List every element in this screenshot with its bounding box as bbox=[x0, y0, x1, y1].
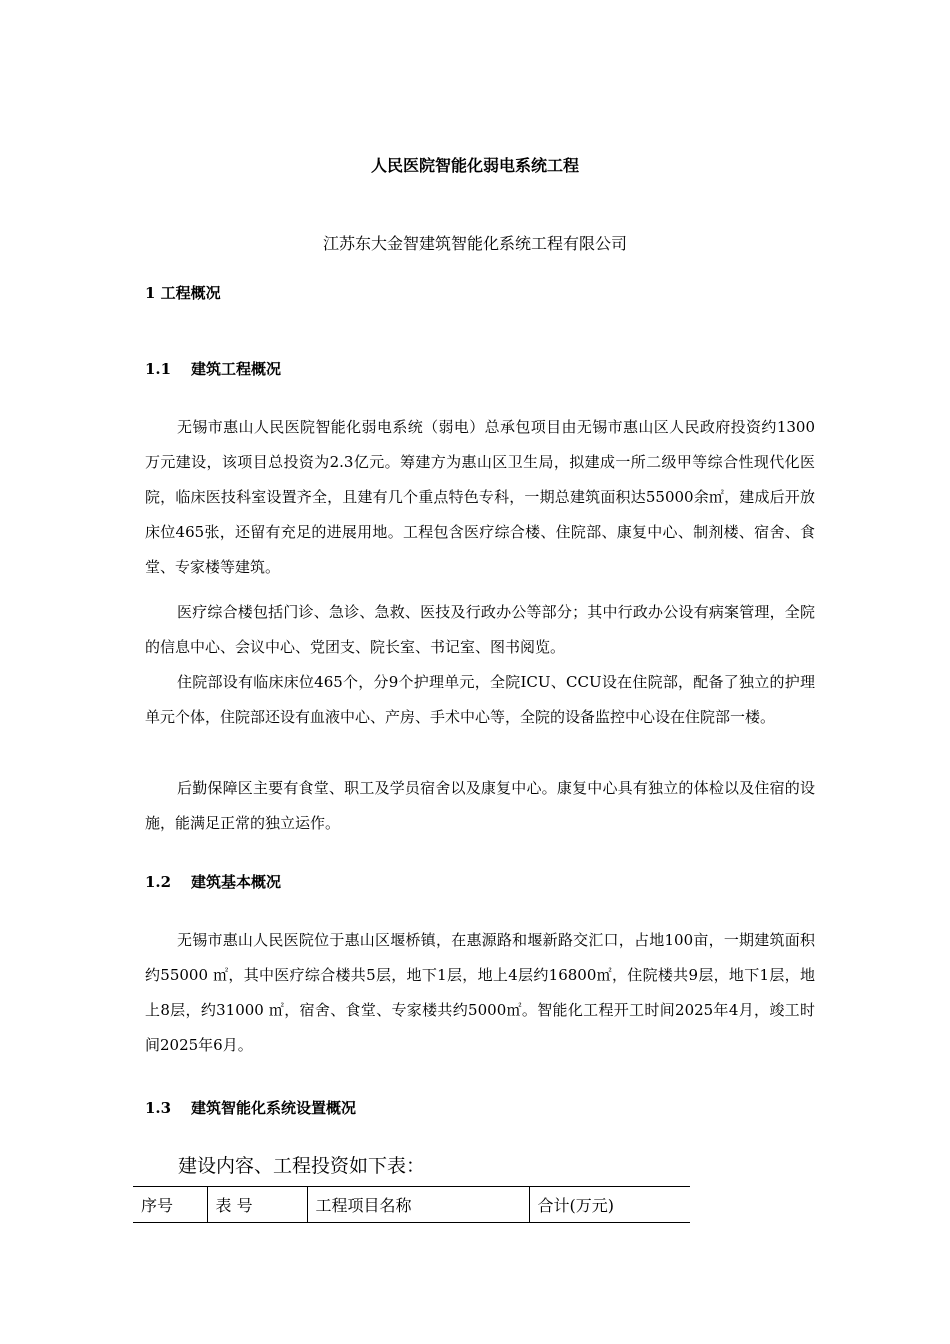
table-header-cell: 工程项目名称 bbox=[307, 1187, 529, 1223]
paragraph: 无锡市惠山人民医院位于惠山区堰桥镇，在惠源路和堰新路交汇口，占地100亩，一期建筑面积约55000 ㎡，其中医疗综合楼共5层，地下1层，地上4层约16800㎡，住院楼共9层，地下1层，地上8层，约31000 ㎡，宿舍、食堂、专家楼共约5000㎡。智能化工程开工时间2025年4月，竣工时间2025年6月。 bbox=[145, 931, 815, 1054]
document-title: 人民医院智能化弱电系统工程 bbox=[370, 156, 579, 175]
paragraph: 医疗综合楼包括门诊、急诊、急救、医技及行政办公等部分；其中行政办公设有病案管理，全院的信息中心、会议中心、党团支、院长室、书记室、图书阅览。 bbox=[145, 603, 815, 656]
section-1-3-heading bbox=[145, 1097, 356, 1118]
paragraph: 无锡市惠山人民医院智能化弱电系统（弱电）总承包项目由无锡市惠山区人民政府投资约1300万元建设，该项目总投资为2.3亿元。筹建方为惠山区卫生局，拟建成一所二级甲等综合性现代化医院，临床医技科室设置齐全，且建有几个重点特色专科，一期总建筑面积达55000余㎡，建成后开放床位465张，还留有充足的进展用地。工程包含医疗综合楼、住院部、康复中心、制剂楼、宿舍、食堂、专家楼等建筑。 bbox=[145, 418, 815, 576]
section-title: 建筑智能化系统设置概况 bbox=[191, 1099, 357, 1117]
section-1-1-heading bbox=[145, 358, 281, 379]
section-1-2-heading bbox=[145, 871, 281, 892]
table-intro: 建设内容、工程投资如下表： bbox=[178, 1155, 426, 1177]
section-title: 建筑基本概况 bbox=[191, 873, 282, 891]
paragraph: 后勤保障区主要有食堂、职工及学员宿舍以及康复中心。康复中心具有独立的体检以及住宿的设施，能满足正常的独立运作。 bbox=[145, 779, 815, 832]
table-header-cell: 序号 bbox=[133, 1187, 207, 1223]
investment-table bbox=[133, 1186, 690, 1223]
company-name: 江苏东大金智建筑智能化系统工程有限公司 bbox=[322, 234, 627, 253]
table-header-row bbox=[133, 1187, 690, 1223]
table-header-cell: 表 号 bbox=[207, 1187, 307, 1223]
table-header-cell: 合计(万元) bbox=[529, 1187, 690, 1223]
section-number: 1.2 bbox=[145, 873, 172, 891]
section-number: 1.1 bbox=[145, 360, 172, 378]
paragraph: 住院部设有临床床位465个，分9个护理单元，全院ICU、CCU设在住院部，配备了独立的护理单元个体，住院部还设有血液中心、产房、手术中心等，全院的设备监控中心设在住院部一楼。 bbox=[145, 673, 815, 726]
section-1-heading: 1 工程概况 bbox=[145, 284, 221, 302]
section-title: 建筑工程概况 bbox=[191, 360, 282, 378]
section-number: 1.3 bbox=[145, 1099, 172, 1117]
